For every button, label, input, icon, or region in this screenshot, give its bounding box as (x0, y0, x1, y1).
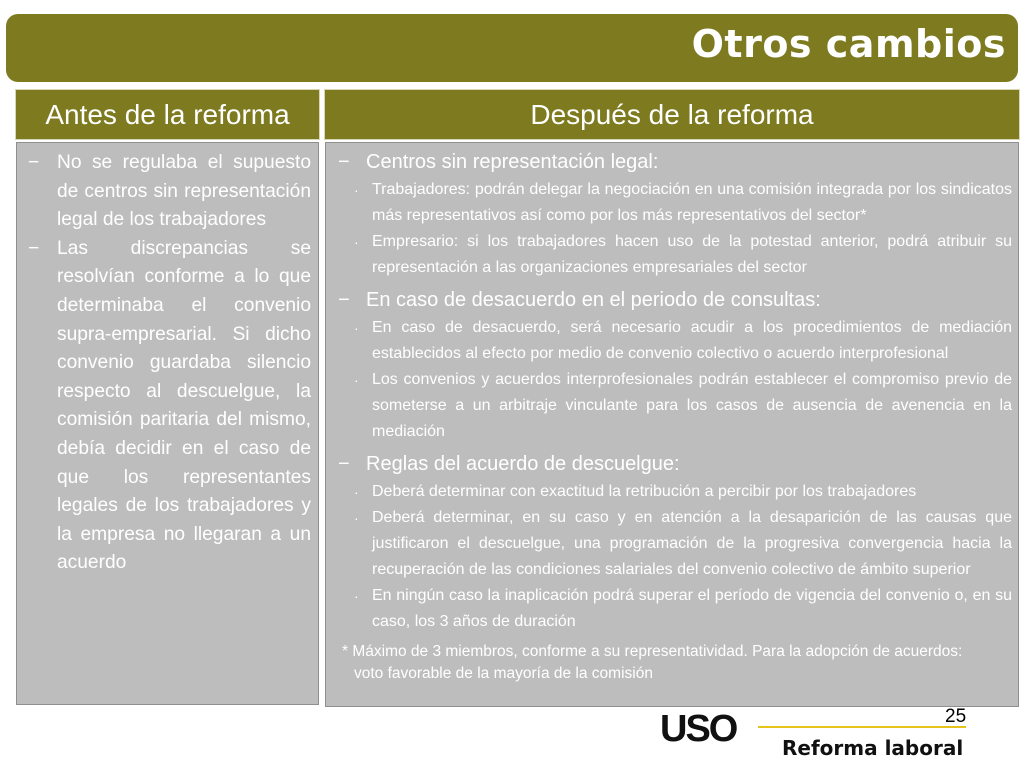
dot-bullet: · (354, 372, 359, 388)
list-item-text: Las discrepancias se resolvían conforme a lo que determinaba el convenio supra-empresarial. Si dicho convenio guardaba silencio respecto al descuelgue, la comisión paritaria del mismo, debía decidir en el caso de que los representantes legales de los trabajadores y la empresa no llegaran a un acuerdo (57, 237, 311, 574)
footer-label: Reforma laboral (782, 736, 964, 760)
list-item-text: En ningún caso la inaplicación podrá superar el período de vigencia del convenio o, en su caso, los 3 años de duración (372, 587, 1012, 630)
footnote-line-1: * Máximo de 3 miembros, conforme a su representatividad. Para la adopción de acuerdos: (342, 643, 963, 660)
list-item-text: En caso de desacuerdo, será necesario acudir a los procedimientos de mediación establecidos al efecto por medio de convenio colectivo o acuerdo interprofesional (372, 319, 1012, 362)
list-item-text: Deberá determinar, en su caso y en atención a la desaparición de las causas que justificaron el descuelgue, una programación de la progresiva convergencia hacia la recuperación de las condiciones salariales del convenio colectivo de ámbito superior (372, 509, 1012, 578)
after-reform-header: Después de la reforma (325, 90, 1019, 139)
dot-bullet: · (354, 588, 359, 604)
before-reform-list (28, 149, 311, 578)
before-reform-header: Antes de la reforma (16, 90, 319, 139)
section-title (338, 287, 1012, 313)
title-bar (6, 14, 1018, 82)
list-item-text: No se regulaba el supuesto de centros sin representación legal de los trabajadores (57, 152, 311, 231)
list-item (28, 235, 311, 578)
dot-bullet: · (354, 320, 359, 336)
accent-line (758, 726, 966, 728)
dash-bullet: − (28, 152, 40, 173)
list-item (338, 479, 1012, 505)
section-items (338, 479, 1012, 635)
list-item (338, 505, 1012, 583)
uso-logo-graphic (660, 708, 752, 746)
footnote (338, 641, 1012, 685)
list-item-text: Deberá determinar con exactitud la retribución a percibir por los trabajadores (372, 483, 917, 500)
page-number: 25 (945, 706, 967, 727)
dash-bullet: − (338, 289, 350, 311)
slide-title: Otros cambios (691, 22, 1006, 66)
after-reform-panel (325, 142, 1019, 707)
section-items (338, 315, 1012, 445)
section-items (338, 177, 1012, 281)
footnote-line-2: voto favorable de la mayoría de la comisión (354, 665, 653, 682)
dot-bullet: · (354, 182, 359, 198)
uso-logo (660, 708, 752, 751)
dash-bullet: − (338, 453, 350, 475)
before-reform-panel (16, 142, 319, 705)
dot-bullet: · (354, 484, 359, 500)
list-item (28, 149, 311, 235)
list-item (338, 315, 1012, 367)
section-title-text: Centros sin representación legal: (366, 151, 659, 173)
section-title-text: En caso de desacuerdo en el periodo de consultas: (366, 289, 821, 311)
after-reform-content (338, 149, 1012, 685)
list-item-text: Empresario: si los trabajadores hacen uso de la potestad anterior, podrá atribuir su representación a las organizaciones empresariales del sector (372, 233, 1012, 276)
dash-bullet: − (338, 151, 350, 173)
list-item (338, 229, 1012, 281)
section-title (338, 149, 1012, 175)
section-title-text: Reglas del acuerdo de descuelgue: (366, 453, 680, 475)
list-item (338, 583, 1012, 635)
dash-bullet: − (28, 237, 40, 259)
dot-bullet: · (354, 234, 359, 250)
list-item (338, 367, 1012, 445)
list-item-text: Los convenios y acuerdos interprofesionales podrán establecer el compromiso previo de someterse a un arbitraje vinculante para los casos de ausencia de avenencia en la mediación (372, 371, 1012, 440)
uso-logo-text: USO (660, 708, 737, 746)
section-title (338, 451, 1012, 477)
list-item (338, 177, 1012, 229)
list-item-text: Trabajadores: podrán delegar la negociación en una comisión integrada por los sindicatos más representativos así como por los más representativos del sector* (372, 181, 1012, 224)
dot-bullet: · (354, 510, 359, 526)
